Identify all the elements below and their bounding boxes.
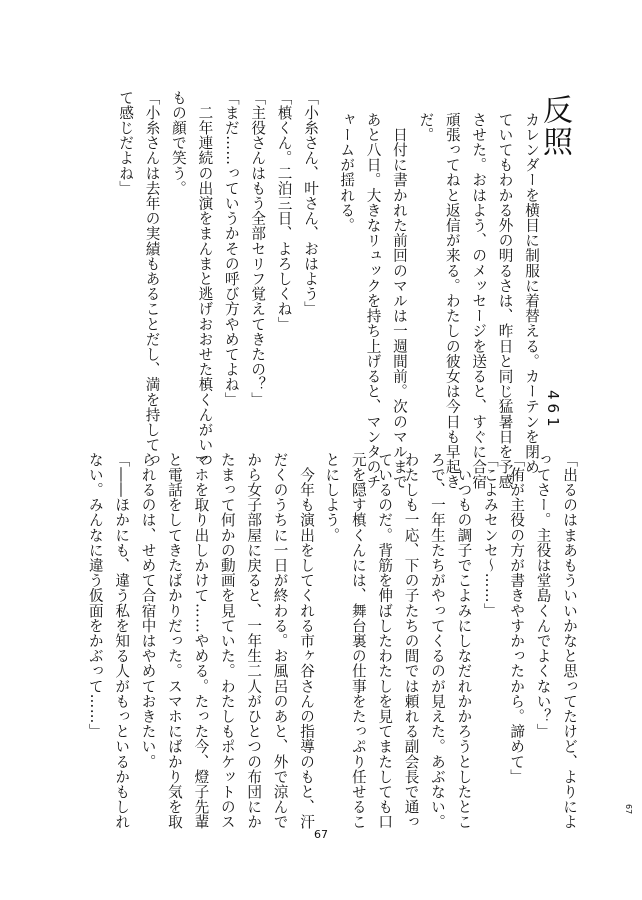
- text-line: 日付に書かれた前回のマルは一週間前。次のマルまで: [390, 112, 408, 490]
- upper-right-text: [333, 112, 544, 490]
- text-line: わたしも一応、下の子たちの間では頼れる副会長で通っ: [402, 452, 420, 830]
- text-line: だくのうちに一日が終わる。お風呂のあと、外で涼んで: [271, 452, 289, 830]
- text-line: 「まだ……っていうかその呼び方やめてよね」: [222, 90, 240, 408]
- text-line: だ。: [417, 112, 435, 143]
- text-line: と電話をしてきたばかりだった。スマホにばかり気を取: [165, 452, 183, 830]
- text-line: あと八日。大きなリュックを持ち上げると、マンタのチ: [364, 112, 382, 490]
- page-number: 67: [314, 828, 328, 841]
- text-line: 「主役さんはもう全部セリフ覚えてきたの？」: [249, 90, 267, 408]
- side-page-tab: 67: [624, 804, 633, 815]
- text-line: 今年も演出をしてくれる市ヶ谷さんの指導のもと、汗: [298, 452, 315, 830]
- text-line: 二年連続の出演をまんまと逃げおおせた槙くんがいつ: [196, 90, 214, 468]
- upper-left-text: [112, 90, 323, 468]
- text-line: ろで、一年生たちがやってくるのが見えた。あぶない。: [428, 452, 446, 830]
- text-line: マホを取り出しかけて……やめる。たった今、燈子先輩: [192, 452, 210, 830]
- text-line: から女子部屋に戻ると、一年生二人がひとつの布団にか: [245, 452, 263, 830]
- text-line: 元を隠す槙くんには、舞台裏の仕事をたっぷり任せるこ: [349, 452, 367, 830]
- text-line: カレンダーを横目に制服に着替える。カーテンを閉め: [523, 112, 540, 475]
- text-line: ャームが揺れる。: [338, 112, 356, 233]
- text-line: 「小糸さん、叶さん、おはよう」: [302, 90, 319, 317]
- lower-left-text: [81, 452, 319, 830]
- text-line: 「槙くん。二泊三日、よろしくね」: [275, 90, 293, 332]
- story-title: 反照: [537, 94, 572, 158]
- text-line: させた。おはよう、のメッセージを送ると、すぐに合宿: [470, 112, 488, 490]
- text-line: 頑張ってねと返信が来る。わたしの彼女は今日も早起き: [443, 112, 461, 490]
- text-line: 「小糸さんは去年の実績もあることだし、満を持してっ: [143, 90, 161, 468]
- text-line: 「――ほかにも、違う私を知る人がもっといるかもしれ: [113, 452, 131, 830]
- lower-right-text: [318, 452, 582, 830]
- text-line: られるのは、せめて合宿中はやめておきたい。: [139, 452, 157, 770]
- text-line: ていてもわかる外の明るさは、昨日と同じ猛暑日を予感: [496, 112, 514, 490]
- text-line: ってさー。主役は堂島くんでよくない？」: [534, 452, 552, 739]
- text-line: ているのだ。背筋を伸ばしたわたしを見てまたしても口: [376, 452, 394, 830]
- chapter-number: 461: [544, 390, 562, 431]
- text-line: 「侑が主役の方が書きやすかったから。諦めて」: [508, 452, 526, 785]
- text-line: たまって何かの動画を見ていた。わたしもポケットのス: [218, 452, 236, 830]
- text-line: ない。みんなに違う仮面をかぶって……」: [86, 452, 104, 739]
- text-line: 「こよみセンセ〜……」: [481, 452, 499, 619]
- text-line: とにしよう。: [323, 452, 341, 543]
- text-line: いつもの調子でこよみにしなだれかかろうとしたとこ: [455, 452, 473, 830]
- text-line: もの顔で笑う。: [169, 90, 187, 196]
- text-line: 「出るのはまあもういいかなと思ってたけど、よりによ: [561, 452, 578, 830]
- text-line: て感じだよね」: [117, 90, 135, 196]
